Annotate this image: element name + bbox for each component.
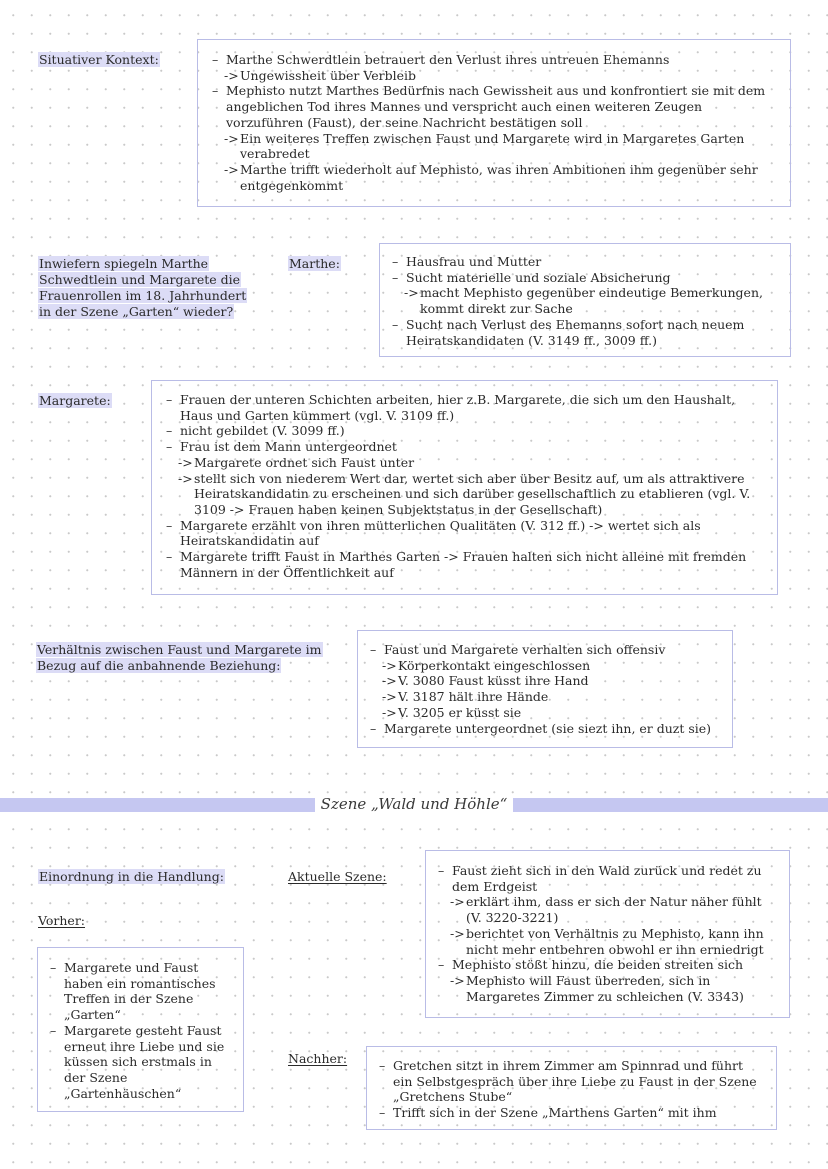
list-item: -> Ungewissheit über Verbleib bbox=[212, 68, 778, 84]
label-einordnung bbox=[38, 869, 225, 885]
list-item: – Margarete und Faust haben ein romantisches Treffen in der Szene „Garten“ bbox=[50, 960, 235, 1023]
label-nachher: Nachher: bbox=[288, 1051, 348, 1066]
label-vorher: Vorher: bbox=[38, 913, 86, 928]
list-item: -> V. 3205 er küsst sie bbox=[370, 705, 722, 721]
list-margarete bbox=[166, 392, 765, 580]
box-aktuelle-szene bbox=[425, 850, 790, 1018]
box-verhaeltnis bbox=[357, 630, 733, 748]
question-frauenrollen bbox=[38, 256, 248, 320]
label-margarete bbox=[38, 393, 112, 409]
label-situativer-kontext bbox=[38, 52, 160, 68]
list-nachher bbox=[379, 1058, 766, 1121]
list-item: -> berichtet von Verhältnis zu Mephisto, kann ihn nicht mehr entbehren obwohl er ihn erniedrigt bbox=[438, 926, 779, 957]
list-marthe bbox=[392, 254, 780, 348]
list-item: – Mephisto nutzt Marthes Bedürfnis nach Gewissheit aus und konfrontiert sie mit dem angeblichen Tod ihres Mannes und verspricht auch einen weiteren Zeugen vorzuführen (Faust), der seine Nachricht bestätigen soll bbox=[212, 83, 778, 130]
list-item: – Mephisto stößt hinzu, die beiden streiten sich bbox=[438, 957, 779, 973]
list-item: – Faust und Margarete verhalten sich offensiv bbox=[370, 642, 722, 658]
label-text: Marthe: bbox=[289, 256, 340, 271]
list-situativer-kontext bbox=[212, 52, 778, 193]
list-item: -> stellt sich von niederem Wert dar, wertet sich aber über Besitz auf, um als attraktivere Heiratskandidatin zu erscheinen und sich darüber gesellschaftlich zu etablieren (vgl. V. 3109 -> Frauen haben keinen Subjektstatus in der Gesellschaft) bbox=[166, 471, 765, 518]
box-situativer-kontext bbox=[197, 39, 791, 207]
label-verhaeltnis bbox=[36, 642, 326, 674]
list-item: -> Margarete ordnet sich Faust unter bbox=[166, 455, 765, 471]
list-item: – nicht gebildet (V. 3099 ff.) bbox=[166, 423, 765, 439]
list-item: – Margarete erzählt von ihren mütterlichen Qualitäten (V. 312 ff.) -> wertet sich als Heiratskandidatin auf bbox=[166, 518, 765, 549]
scene-title bbox=[0, 795, 828, 813]
box-vorher bbox=[37, 947, 244, 1112]
box-marthe bbox=[379, 243, 791, 357]
label-marthe bbox=[288, 256, 341, 272]
list-item: – Margarete gesteht Faust erneut ihre Liebe und sie küssen sich erstmals in der Szene „Gartenhäuschen“ bbox=[50, 1023, 235, 1102]
list-item: -> Mephisto will Faust überreden, sich in Margaretes Zimmer zu schleichen (V. 3343) bbox=[438, 973, 779, 1004]
box-nachher bbox=[366, 1046, 777, 1130]
list-aktuelle-szene bbox=[438, 863, 779, 1004]
label-text: Margarete: bbox=[39, 393, 111, 408]
list-item: – Marthe Schwerdtlein betrauert den Verlust ihres untreuen Ehemanns bbox=[212, 52, 778, 68]
list-item: -> V. 3187 hält ihre Hände bbox=[370, 689, 722, 705]
scene-title-text: Szene „Wald und Höhle“ bbox=[315, 795, 514, 813]
question-text: Inwiefern spiegeln Marthe Schwedtlein und Margarete die Frauenrollen im 18. Jahrhundert in der Szene „Garten“ wieder? bbox=[39, 256, 247, 319]
box-margarete bbox=[151, 380, 778, 595]
list-item: -> Marthe trifft wiederholt auf Mephisto, was ihren Ambitionen ihm gegenüber sehr entgegenkommt bbox=[212, 162, 778, 193]
label-text: Situativer Kontext: bbox=[39, 52, 159, 67]
label-text: Einordnung in die Handlung: bbox=[39, 869, 224, 884]
label-aktuelle-szene: Aktuelle Szene: bbox=[288, 869, 387, 884]
list-item: – Sucht materielle und soziale Absicherung bbox=[392, 270, 780, 286]
label-text: Verhältnis zwischen Faust und Margarete im Bezug auf die anbahnende Beziehung: bbox=[37, 642, 322, 673]
list-item: – Gretchen sitzt in ihrem Zimmer am Spinnrad und führt ein Selbstgespräch über ihre Liebe zu Faust in der Szene „Gretchens Stube“ bbox=[379, 1058, 766, 1105]
list-item: – Frauen der unteren Schichten arbeiten, hier z.B. Margarete, die sich um den Haushalt, Haus und Garten kümmert (vgl. V. 3109 ff.) bbox=[166, 392, 765, 423]
list-item: – Sucht nach Verlust des Ehemanns sofort nach neuem Heiratskandidaten (V. 3149 ff., 3009 ff.) bbox=[392, 317, 780, 348]
list-item: – Frau ist dem Mann untergeordnet bbox=[166, 439, 765, 455]
list-item: – Hausfrau und Mutter bbox=[392, 254, 780, 270]
list-item: – Faust zieht sich in den Wald zurück und redet zu dem Erdgeist bbox=[438, 863, 779, 894]
list-item: -> Ein weiteres Treffen zwischen Faust und Margarete wird in Margaretes Garten verabredet bbox=[212, 131, 778, 162]
list-item: – Margarete trifft Faust in Marthes Garten -> Frauen halten sich nicht alleine mit fremden Männern in der Öffentlichkeit auf bbox=[166, 549, 765, 580]
list-item: – Margarete untergeordnet (sie siezt ihn, er duzt sie) bbox=[370, 721, 722, 737]
list-item: – Trifft sich in der Szene „Marthens Garten“ mit ihm bbox=[379, 1105, 766, 1121]
list-item: -> Körperkontakt eingeschlossen bbox=[370, 658, 722, 674]
list-item: -> V. 3080 Faust küsst ihre Hand bbox=[370, 673, 722, 689]
list-vorher bbox=[50, 960, 235, 1101]
list-item: -> erklärt ihm, dass er sich der Natur näher fühlt (V. 3220-3221) bbox=[438, 894, 779, 925]
list-item: -> macht Mephisto gegenüber eindeutige Bemerkungen, kommt direkt zur Sache bbox=[392, 285, 780, 316]
list-verhaeltnis bbox=[370, 642, 722, 736]
